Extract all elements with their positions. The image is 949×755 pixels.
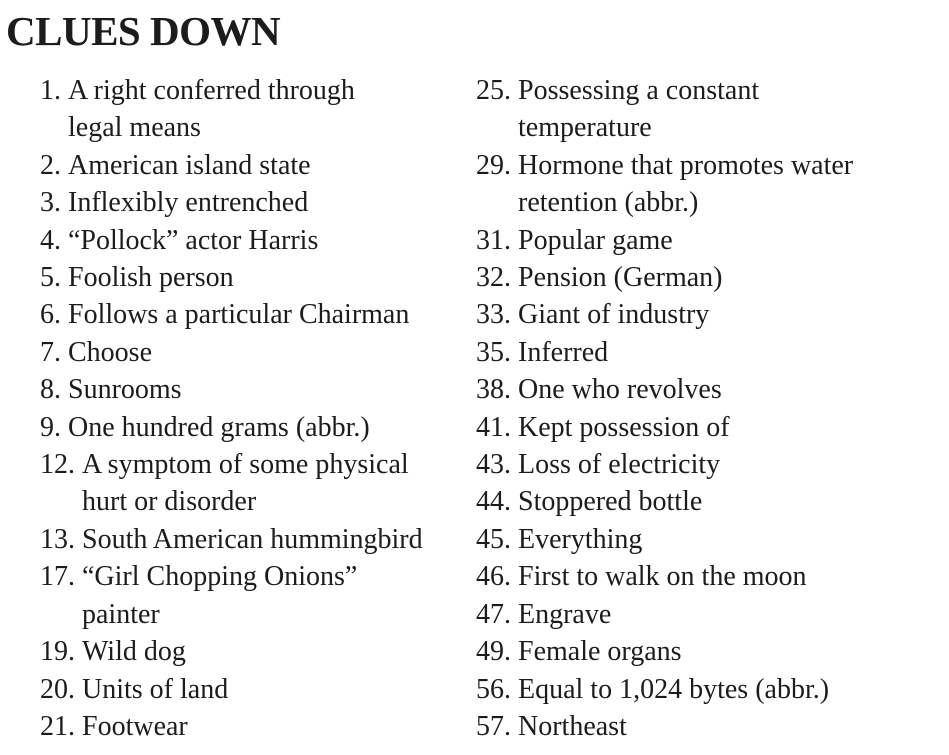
clue-text — [518, 671, 829, 708]
clue-item — [476, 483, 944, 520]
clue-text-continuation: legal means — [68, 112, 201, 144]
clue-text-line: Engrave — [518, 598, 612, 630]
clue-number: 29. — [476, 149, 511, 181]
clue-text-line: A symptom of some physical — [82, 449, 409, 481]
clue-number: 56. — [476, 673, 511, 705]
clue-number: 9. — [40, 411, 61, 443]
clue-text — [68, 334, 152, 371]
clue-item — [476, 558, 944, 595]
clue-text-line: First to walk on the moon — [518, 561, 807, 593]
clue-number: 44. — [476, 486, 511, 518]
clue-text-line: One hundred grams (abbr.) — [68, 411, 370, 443]
clue-number: 1. — [40, 75, 61, 106]
clue-number: 20. — [40, 673, 75, 705]
clue-item — [40, 147, 470, 184]
clue-text-line: Foolish person — [68, 262, 234, 294]
clue-number: 13. — [40, 523, 75, 555]
clue-number: 7. — [40, 336, 61, 368]
clue-text-line: Equal to 1,024 bytes (abbr.) — [518, 673, 830, 705]
clue-text-line: Units of land — [82, 673, 229, 705]
clue-text — [68, 371, 182, 408]
clue-number: 46. — [476, 561, 511, 593]
clue-number: 38. — [476, 374, 511, 406]
clue-item — [476, 334, 944, 371]
clue-text — [518, 409, 730, 446]
clue-number: 17. — [40, 561, 75, 593]
clue-text-continuation: retention (abbr.) — [518, 187, 699, 219]
clue-text — [518, 446, 720, 483]
clue-text-line: One who revolves — [518, 374, 722, 406]
clue-text-continuation: painter — [82, 598, 160, 630]
clue-text — [518, 147, 853, 222]
clue-text — [68, 409, 370, 446]
clue-number: 45. — [476, 523, 511, 555]
clue-number: 3. — [40, 187, 61, 219]
clue-number: 4. — [40, 224, 61, 256]
clue-item — [40, 184, 470, 221]
clue-text-line: Pension (German) — [518, 262, 723, 294]
clue-item — [40, 708, 470, 745]
clue-text-line: Kept possession of — [518, 411, 730, 443]
clue-text-continuation: hurt or disorder — [82, 486, 257, 518]
clue-number: 8. — [40, 374, 61, 406]
clue-item — [40, 334, 470, 371]
clue-item — [40, 633, 470, 670]
clue-text — [68, 72, 355, 147]
clue-number: 6. — [40, 299, 61, 331]
clue-text-line: Footwear — [82, 710, 188, 742]
clue-number: 35. — [476, 336, 511, 368]
clue-item — [40, 409, 470, 446]
clue-item — [476, 259, 944, 296]
clue-number: 43. — [476, 449, 511, 481]
clue-text-line: Northeast — [518, 710, 627, 742]
clue-text — [82, 446, 409, 521]
clue-text-line: Follows a particular Chairman — [68, 299, 410, 331]
clue-text — [82, 558, 357, 633]
clue-text — [68, 259, 234, 296]
clue-text-line: Choose — [68, 336, 152, 368]
clue-text — [68, 222, 318, 259]
clue-item — [476, 409, 944, 446]
clue-text-line: American island state — [68, 149, 311, 181]
clue-text-line: A right conferred through — [68, 75, 355, 106]
clue-item — [40, 371, 470, 408]
clue-number: 47. — [476, 598, 511, 630]
clue-text-line: South American hummingbird — [82, 523, 423, 555]
clue-text — [82, 671, 228, 708]
clue-text — [68, 184, 308, 221]
clue-number: 49. — [476, 636, 511, 668]
clues-column-left — [40, 72, 470, 745]
clue-number: 21. — [40, 710, 75, 742]
clue-item — [40, 671, 470, 708]
clue-text — [518, 596, 611, 633]
clue-text-line: Wild dog — [82, 636, 186, 668]
clue-text-continuation: temperature — [518, 112, 652, 144]
clue-number: 32. — [476, 262, 511, 294]
clue-number: 12. — [40, 449, 75, 481]
clue-text — [518, 371, 722, 408]
clue-text — [82, 521, 423, 558]
clue-text-line: Possessing a constant — [518, 75, 760, 106]
clue-text-line: Stoppered bottle — [518, 486, 703, 518]
clue-item — [476, 446, 944, 483]
clue-text — [68, 147, 311, 184]
clue-text — [518, 483, 702, 520]
clue-text — [518, 521, 642, 558]
clue-item — [476, 296, 944, 333]
clue-text-line: Giant of industry — [518, 299, 710, 331]
clue-text-line: Everything — [518, 523, 643, 555]
clue-item — [40, 446, 470, 521]
clue-item — [40, 72, 470, 147]
clue-text-line: Female organs — [518, 636, 682, 668]
clue-item — [40, 259, 470, 296]
clue-text — [518, 72, 759, 147]
clue-item — [476, 72, 944, 147]
clue-item — [476, 521, 944, 558]
clue-number: 31. — [476, 224, 511, 256]
clue-number: 57. — [476, 710, 511, 742]
clue-item — [476, 147, 944, 222]
clue-text — [518, 334, 608, 371]
clue-text — [518, 558, 807, 595]
clue-text-line: “Girl Chopping Onions” — [82, 561, 358, 593]
clue-text-line: Inflexibly entrenched — [68, 187, 309, 219]
clue-text-line: “Pollock” actor Harris — [68, 224, 319, 256]
clue-item — [40, 521, 470, 558]
clue-text-line: Popular game — [518, 224, 673, 256]
clue-item — [476, 671, 944, 708]
clue-item — [40, 558, 470, 633]
clue-item — [40, 222, 470, 259]
clue-item — [476, 708, 944, 745]
clue-text-line: Loss of electricity — [518, 449, 721, 481]
clue-number: 5. — [40, 262, 61, 294]
clue-number: 2. — [40, 149, 61, 181]
clue-item — [476, 371, 944, 408]
clue-item — [40, 296, 470, 333]
clue-number: 33. — [476, 299, 511, 331]
clue-text-line: Sunrooms — [68, 374, 182, 406]
clue-text-line: Inferred — [518, 336, 609, 368]
clue-text — [518, 222, 673, 259]
clue-item — [476, 596, 944, 633]
clue-text-line: Hormone that promotes water — [518, 149, 854, 181]
clue-number: 25. — [476, 75, 511, 106]
clues-column-right — [476, 72, 944, 745]
clue-number: 41. — [476, 411, 511, 443]
page-title: CLUES DOWN — [6, 8, 281, 54]
clue-text — [82, 633, 186, 670]
clue-text — [68, 296, 409, 333]
clue-text — [82, 708, 188, 745]
clue-text — [518, 708, 627, 745]
clue-item — [476, 633, 944, 670]
clue-text — [518, 296, 709, 333]
clue-number: 19. — [40, 636, 75, 668]
clue-text — [518, 633, 682, 670]
clue-item — [476, 222, 944, 259]
clue-text — [518, 259, 723, 296]
